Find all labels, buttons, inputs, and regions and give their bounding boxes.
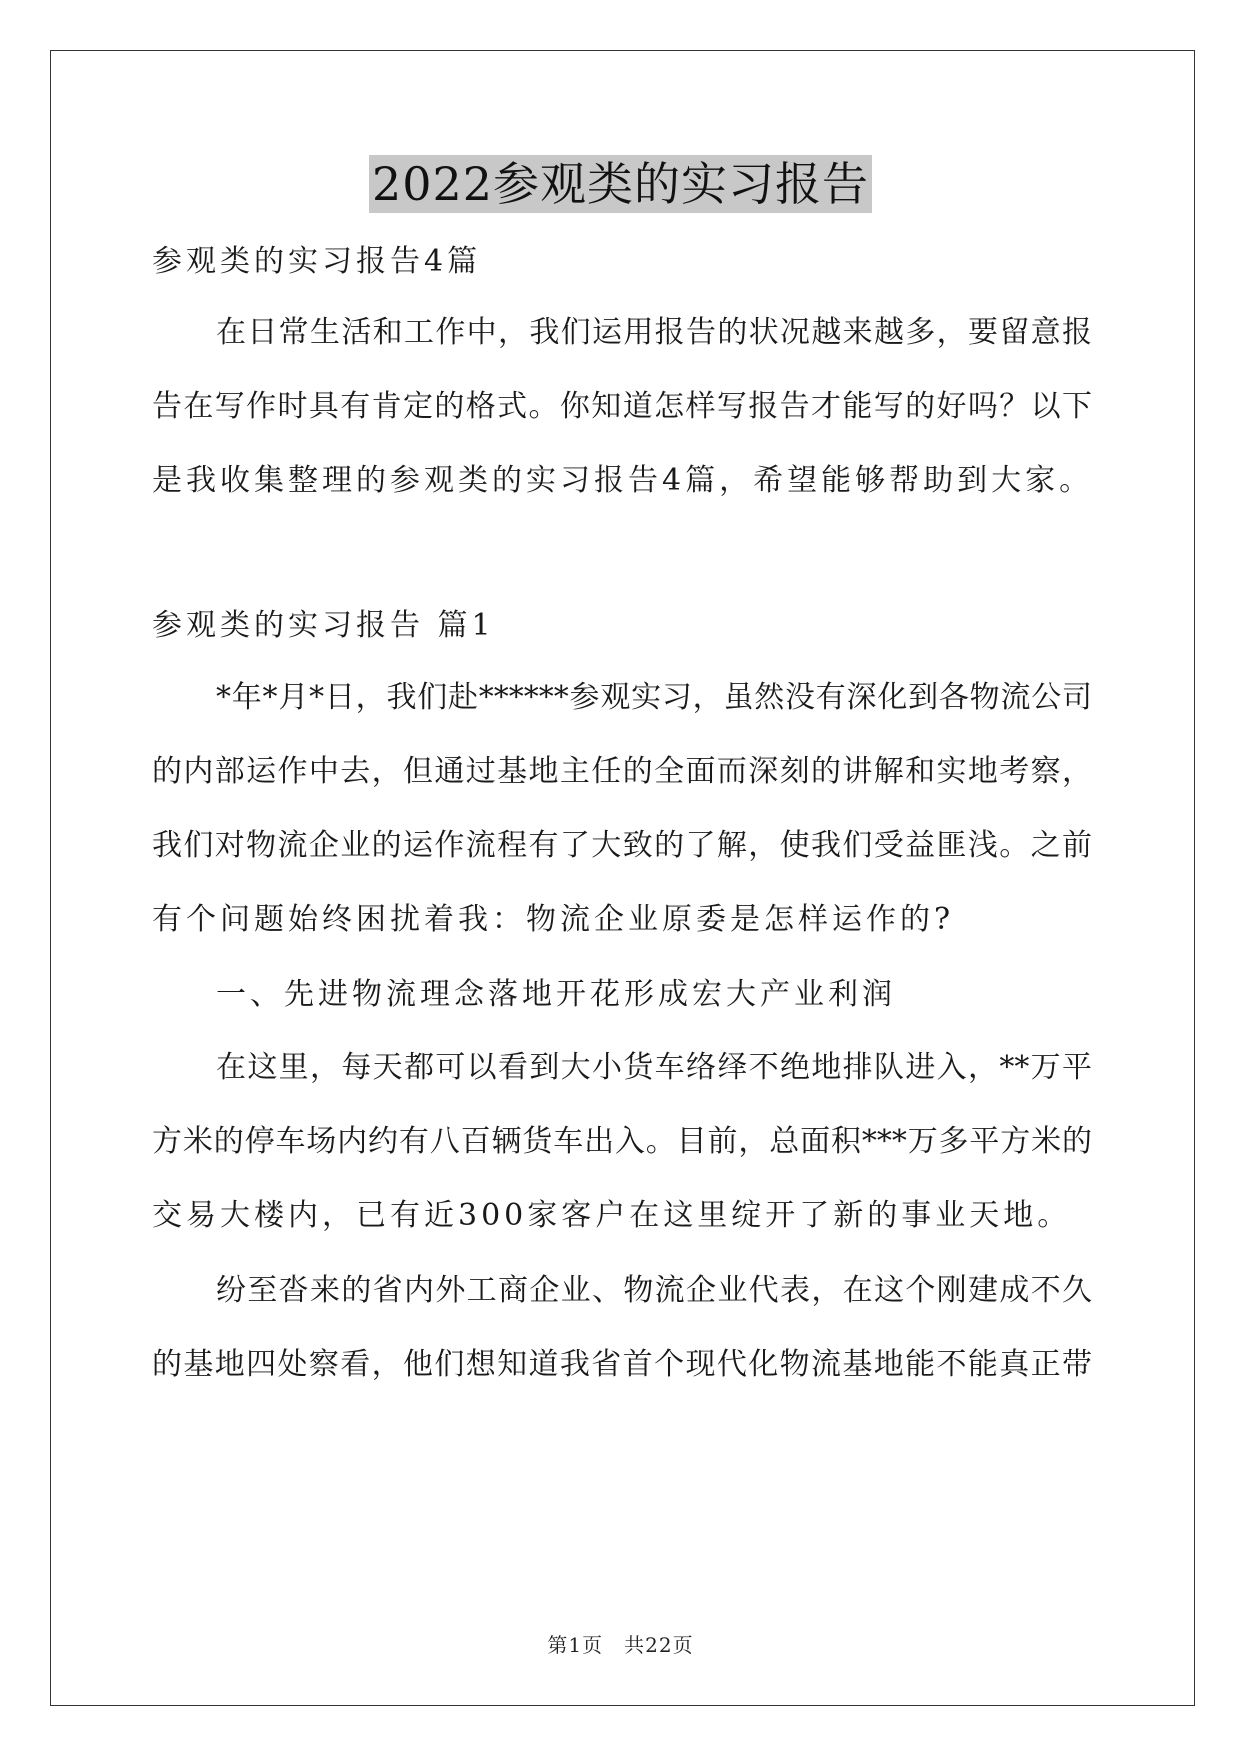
paragraph2-line-3: 交易大楼内，已有近300家客户在这里绽开了新的事业天地。: [152, 1198, 1072, 1233]
document-title: 2022参观类的实习报告: [369, 155, 872, 213]
intro-line-1: 在日常生活和工作中，我们运用报告的状况越来越多，要留意报: [216, 315, 1092, 350]
intro-line-3: 是我收集整理的参观类的实习报告4篇，希望能够帮助到大家。: [152, 463, 1094, 498]
paragraph1-line-1: *年*月*日，我们赴******参观实习，虽然没有深化到各物流公司: [216, 680, 1092, 715]
title-container: [0, 155, 1241, 213]
paragraph3-line-2: 的基地四处察看，他们想知道我省首个现代化物流基地能不能真正带: [152, 1347, 1092, 1382]
intro-line-2: 告在写作时具有肯定的格式。你知道怎样写报告才能写的好吗？以下: [152, 389, 1092, 424]
document-subtitle: 参观类的实习报告4篇: [152, 244, 482, 279]
paragraph1-line-3: 我们对物流企业的运作流程有了大致的了解，使我们受益匪浅。之前: [152, 828, 1092, 863]
page-border: [50, 50, 1195, 1706]
heading-one: 一、先进物流理念落地开花形成宏大产业利润: [216, 977, 896, 1012]
paragraph2-line-2: 方米的停车场内约有八百辆货车出入。目前，总面积***万多平方米的: [152, 1124, 1092, 1159]
page-number-footer: 第1页 共22页: [547, 1633, 694, 1657]
paragraph1-line-2: 的内部运作中去，但通过基地主任的全面而深刻的讲解和实地考察，: [152, 754, 1092, 789]
section-heading: 参观类的实习报告 篇1: [152, 608, 495, 643]
paragraph1-line-4: 有个问题始终困扰着我：物流企业原委是怎样运作的?: [152, 902, 955, 937]
paragraph2-line-1: 在这里，每天都可以看到大小货车络绎不绝地排队进入，**万平: [216, 1050, 1092, 1085]
paragraph3-line-1: 纷至沓来的省内外工商企业、物流企业代表，在这个刚建成不久: [216, 1273, 1092, 1308]
